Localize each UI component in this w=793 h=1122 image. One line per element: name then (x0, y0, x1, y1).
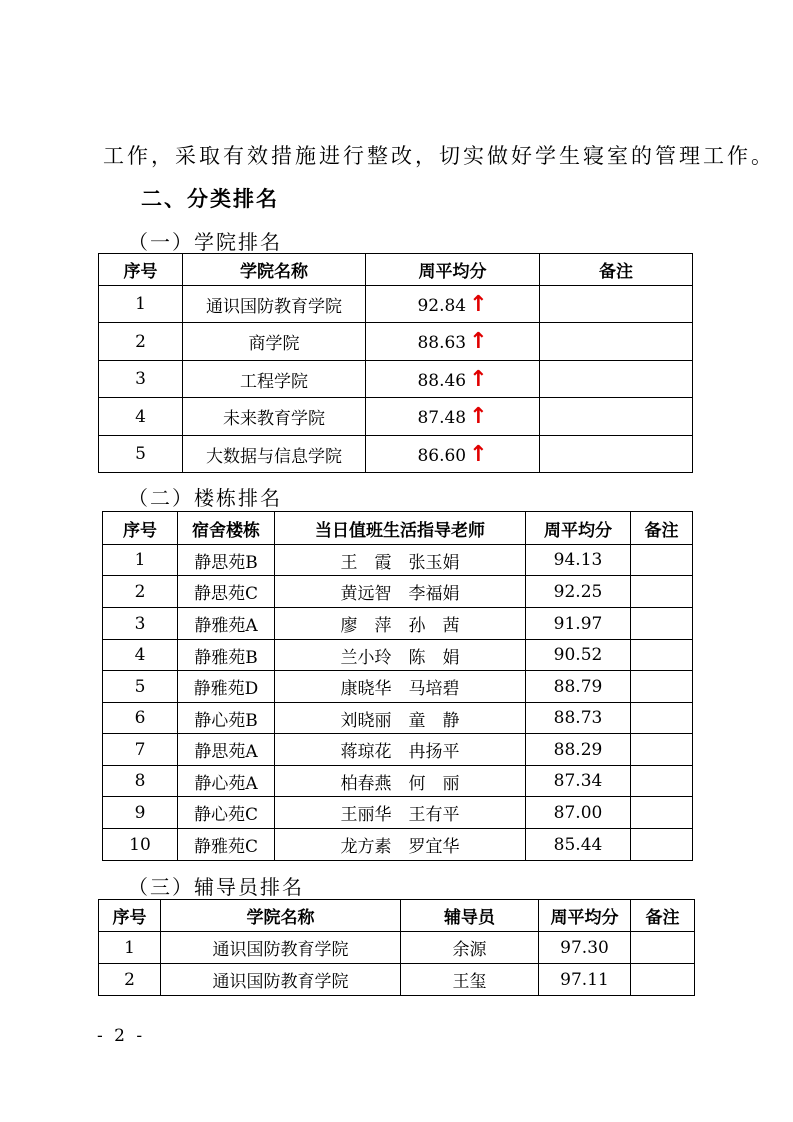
table-header-row (99, 254, 693, 286)
note-cell (540, 361, 693, 398)
building-cell: 静心苑C (178, 797, 275, 829)
header-cell: 学院名称 (183, 254, 366, 286)
table-row (99, 361, 693, 398)
header-cell: 周平均分 (526, 512, 631, 545)
score-cell: 97.30 (539, 932, 631, 964)
table-row (103, 671, 693, 703)
note-cell (631, 829, 693, 861)
college-name-cell: 未来教育学院 (183, 398, 366, 436)
score-cell: 87.00 (526, 797, 631, 829)
rank-cell: 1 (99, 932, 161, 964)
table-row (99, 286, 693, 323)
header-cell: 当日值班生活指导老师 (275, 512, 526, 545)
counselor-ranking-heading: （三）辅导员排名 (128, 875, 304, 899)
score-cell: 85.44 (526, 829, 631, 861)
note-cell (631, 671, 693, 703)
building-cell: 静雅苑B (178, 640, 275, 671)
building-ranking-table (102, 511, 693, 861)
score-cell: 88.29 (526, 734, 631, 766)
score-value: 86.60 (417, 445, 467, 466)
arrow-up-icon: ↑ (469, 329, 488, 354)
rank-cell: 9 (103, 797, 178, 829)
section-title: 二、分类排名 (141, 187, 279, 211)
rank-cell: 2 (99, 964, 161, 996)
counselor-cell: 余源 (401, 932, 539, 964)
college-name-cell: 通识国防教育学院 (183, 286, 366, 323)
note-cell (631, 545, 693, 576)
arrow-up-icon: ↑ (469, 404, 488, 429)
note-cell (631, 608, 693, 640)
header-cell: 学院名称 (161, 900, 401, 932)
teacher-cell: 刘晓丽 童 静 (275, 703, 526, 734)
rank-cell: 1 (103, 545, 178, 576)
rank-cell: 8 (103, 766, 178, 797)
score-cell (366, 361, 540, 398)
header-cell: 辅导员 (401, 900, 539, 932)
college-name-cell: 通识国防教育学院 (161, 932, 401, 964)
building-cell: 静思苑C (178, 576, 275, 608)
rank-cell: 1 (99, 286, 183, 323)
header-cell: 宿舍楼栋 (178, 512, 275, 545)
note-cell (631, 964, 695, 996)
building-cell: 静雅苑A (178, 608, 275, 640)
note-cell (631, 734, 693, 766)
rank-cell: 2 (99, 323, 183, 361)
page-number: - 2 - (97, 1026, 146, 1046)
college-name-cell: 通识国防教育学院 (161, 964, 401, 996)
rank-cell: 4 (103, 640, 178, 671)
table-row (99, 398, 693, 436)
rank-cell: 3 (99, 361, 183, 398)
score-cell (366, 286, 540, 323)
score-cell: 94.13 (526, 545, 631, 576)
note-cell (540, 323, 693, 361)
table-header-row (99, 900, 695, 932)
counselor-ranking-table (98, 899, 695, 996)
score-cell: 97.11 (539, 964, 631, 996)
rank-cell: 2 (103, 576, 178, 608)
college-name-cell: 工程学院 (183, 361, 366, 398)
building-cell: 静心苑B (178, 703, 275, 734)
rank-cell: 6 (103, 703, 178, 734)
score-cell (366, 398, 540, 436)
score-cell: 88.73 (526, 703, 631, 734)
college-ranking-table (98, 253, 693, 473)
counselor-cell: 王玺 (401, 964, 539, 996)
header-cell: 周平均分 (366, 254, 540, 286)
score-cell (366, 323, 540, 361)
table-row (103, 608, 693, 640)
score-cell (366, 436, 540, 473)
teacher-cell: 黄远智 李福娟 (275, 576, 526, 608)
table-header-row (103, 512, 693, 545)
score-cell: 91.97 (526, 608, 631, 640)
college-name-cell: 商学院 (183, 323, 366, 361)
building-cell: 静雅苑C (178, 829, 275, 861)
teacher-cell: 兰小玲 陈 娟 (275, 640, 526, 671)
note-cell (631, 797, 693, 829)
header-cell: 序号 (99, 900, 161, 932)
teacher-cell: 康晓华 马培碧 (275, 671, 526, 703)
table-row (99, 932, 695, 964)
arrow-up-icon: ↑ (469, 441, 488, 467)
rank-cell: 5 (103, 671, 178, 703)
score-value: 88.46 (417, 370, 467, 391)
note-cell (540, 286, 693, 323)
header-cell: 序号 (99, 254, 183, 286)
building-cell: 静雅苑D (178, 671, 275, 703)
header-cell: 周平均分 (539, 900, 631, 932)
table-row (99, 964, 695, 996)
building-cell: 静思苑A (178, 734, 275, 766)
score-value: 88.63 (417, 333, 467, 353)
table-row (103, 545, 693, 576)
building-ranking-heading: （二）楼栋排名 (128, 486, 282, 510)
building-cell: 静心苑A (178, 766, 275, 797)
table-row (103, 797, 693, 829)
table-row (103, 703, 693, 734)
building-cell: 静思苑B (178, 545, 275, 576)
score-cell: 87.34 (526, 766, 631, 797)
header-cell: 序号 (103, 512, 178, 545)
table-row (99, 323, 693, 361)
note-cell (540, 436, 693, 473)
score-cell: 92.25 (526, 576, 631, 608)
score-value: 92.84 (417, 295, 467, 316)
note-cell (540, 398, 693, 436)
table-row (103, 829, 693, 861)
score-cell: 90.52 (526, 640, 631, 671)
note-cell (631, 766, 693, 797)
table-row (103, 576, 693, 608)
teacher-cell: 王丽华 王有平 (275, 797, 526, 829)
header-cell: 备注 (540, 254, 693, 286)
note-cell (631, 576, 693, 608)
teacher-cell: 柏春燕 何 丽 (275, 766, 526, 797)
table-row (103, 766, 693, 797)
arrow-up-icon: ↑ (469, 366, 488, 392)
score-cell: 88.79 (526, 671, 631, 703)
college-ranking-heading: （一）学院排名 (128, 230, 282, 254)
rank-cell: 10 (103, 829, 178, 861)
college-name-cell: 大数据与信息学院 (183, 436, 366, 473)
teacher-cell: 龙方素 罗宜华 (275, 829, 526, 861)
score-value: 87.48 (417, 408, 467, 428)
rank-cell: 7 (103, 734, 178, 766)
note-cell (631, 703, 693, 734)
header-cell: 备注 (631, 512, 693, 545)
table-row (103, 734, 693, 766)
rank-cell: 4 (99, 398, 183, 436)
body-paragraph: 工作，采取有效措施进行整改，切实做好学生寝室的管理工作。 (103, 144, 775, 168)
table-row (99, 436, 693, 473)
header-cell: 备注 (631, 900, 695, 932)
teacher-cell: 廖 萍 孙 茜 (275, 608, 526, 640)
table-row (103, 640, 693, 671)
rank-cell: 5 (99, 436, 183, 473)
note-cell (631, 640, 693, 671)
teacher-cell: 蒋琼花 冉扬平 (275, 734, 526, 766)
teacher-cell: 王 霞 张玉娟 (275, 545, 526, 576)
rank-cell: 3 (103, 608, 178, 640)
arrow-up-icon: ↑ (469, 291, 488, 317)
note-cell (631, 932, 695, 964)
